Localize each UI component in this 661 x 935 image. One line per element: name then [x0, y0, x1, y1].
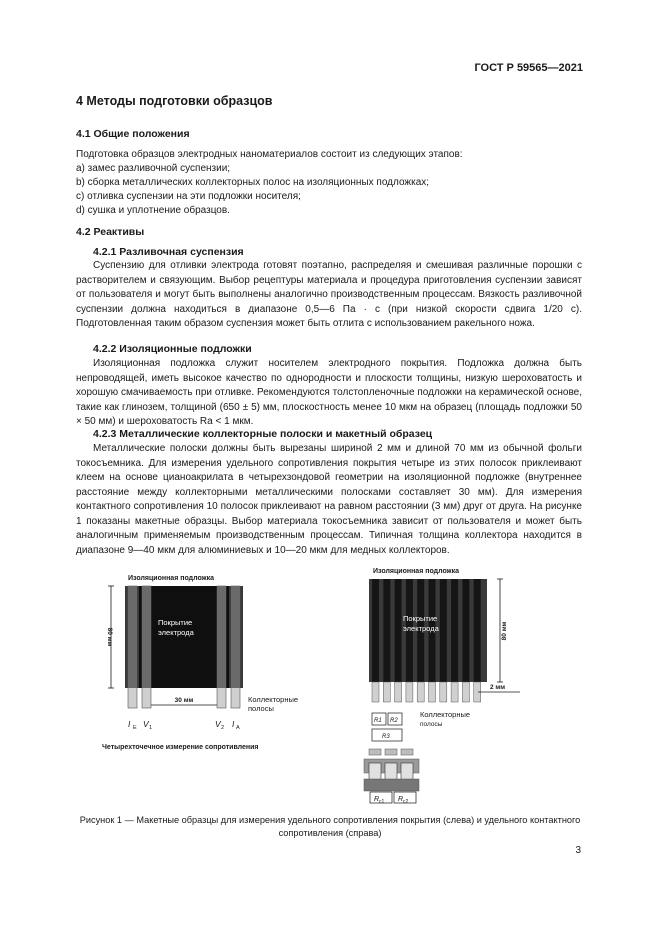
probe-v1-sub: 1 — [149, 725, 153, 731]
left-substrate-label: Изоляционная подложка — [128, 575, 214, 582]
right-collector-label-2: полосы — [420, 721, 443, 728]
collector-strip — [383, 579, 390, 682]
rc2-sub: c2 — [403, 799, 409, 805]
r1-label: R1 — [374, 718, 382, 724]
list-item: c) отливка суспензии на эти подложки носителя; — [76, 191, 301, 202]
paragraph-4-2-3: Металлические полоски должны быть вырезаны шириной 2 мм и длиной 70 мм из обычной фольги токосъемника. Для измерения удельного сопротивления покрытия четыре из этих полосок приклеивают клеем на основе цианоакрилата в четырехзондовой геометрии на изоляционной подложке (внутреннее расстояние между коллекторными металлическими полосками составляет 30 мм). Для измерения контактного сопротивления 10 полосок приклеивают на равном расстоянии (3 мм) друг от друга. На рисунке 1 показаны макетные образцы. Выбор материала токосъемника зависит от пользователя и может быть аналогичным применяемым производственным процессам. Типичная толщина коллектора находится в диапазоне 9—40 мкм для алюминиевых и 10—20 мкм для медных коллекторов. — [76, 443, 582, 556]
left-coating-label-1: Покрытие — [158, 618, 193, 627]
collector-strip-tip — [395, 682, 402, 702]
rc2-label: R — [398, 796, 404, 803]
rc1-label: R — [374, 796, 380, 803]
intro-text: Подготовка образцов электродных наноматериалов состоит из следующих этапов: — [76, 149, 463, 160]
right-substrate-label: Изоляционная подложка — [373, 568, 459, 575]
list-item: b) сборка металлических коллекторных полос на изоляционных подложках; — [76, 177, 430, 188]
collector-strip-tip — [440, 682, 447, 702]
right-coating-label-2: электрода — [403, 624, 439, 633]
probe-ie-label: I — [128, 719, 131, 729]
subsection-4-2-1-title: 4.2.1 Разливочная суспензия — [93, 246, 244, 258]
standard-header: ГОСТ Р 59565—2021 — [474, 62, 583, 74]
collector-strip — [451, 579, 458, 682]
right-collector-label-1: Коллекторные — [420, 710, 471, 719]
collector-strip-tip — [462, 682, 469, 702]
r3-label: R3 — [382, 734, 390, 740]
left-figure-caption: Четырехточечное измерение сопротивления — [102, 744, 259, 751]
rc1-sub: c1 — [379, 799, 385, 805]
page-number: 3 — [575, 845, 581, 856]
left-collector-label-2: полосы — [248, 704, 274, 713]
probe-ia-label: I — [232, 719, 235, 729]
figure-caption: Рисунок 1 — Макетные образцы для измерения удельного сопротивления покрытия (слева) и удельного контактного сопротивления (справа) — [79, 815, 581, 838]
right-height-label: 80 мм — [501, 621, 508, 641]
collector-strip-tip — [406, 682, 413, 702]
collector-strip-tip — [417, 682, 424, 702]
collector-strip-tip — [451, 682, 458, 702]
left-collector-label-1: Коллекторные — [248, 695, 299, 704]
right-width-label: 2 мм — [490, 684, 506, 691]
subsection-4-2-2-title: 4.2.2 Изоляционные подложки — [93, 343, 252, 355]
section-title: 4 Методы подготовки образцов — [76, 94, 273, 108]
left-coating-label-2: электрода — [158, 628, 194, 637]
probe-v2-label: V — [215, 719, 221, 729]
probe-ia-sub: A — [236, 725, 240, 731]
collector-strip — [372, 579, 379, 682]
left-coating — [139, 586, 229, 688]
probe-ie-sub: E — [133, 725, 137, 731]
probe-v1-label: V — [143, 719, 149, 729]
collector-strip-tip — [383, 682, 390, 702]
left-gap-label: 30 мм — [174, 697, 194, 704]
collector-strip — [440, 579, 447, 682]
r2-label: R2 — [390, 718, 398, 724]
collector-strip — [462, 579, 469, 682]
collector-strip-tip — [429, 682, 436, 702]
collector-strip-tip — [372, 682, 379, 702]
list-item: a) замес разливочной суспензии; — [76, 163, 231, 174]
left-height-label: 80 мм — [106, 627, 113, 647]
paragraph-4-2-2: Изоляционная подложка служит носителем электродного покрытия. Подложка должна быть непроводящей, иметь высокое качество по однородности и плоскости толщины, низкую шероховатость и хорошую смачиваемость при отливке. Рекомендуются толстопленочные подложки на керамической основе, такие как глинозем, толщиной (650 ± 5) мм, плоскостность менее 10 мкм на образец (площадь подложки 50 × 50 мм) и шероховатость Ra < 1 мкм. — [76, 358, 582, 427]
subsection-4-2-title: 4.2 Реактивы — [76, 226, 145, 238]
subsection-4-1-title: 4.1 Общие положения — [76, 128, 190, 140]
figure-1 — [60, 565, 600, 810]
paragraph-4-2-1: Суспензию для отливки электрода готовят поэтапно, распределяя и смешивая различные порошки с растворителем и связующим. Выбор рецептуры материала и процедура приготовления суспензии зависят от пользователя и могут быть выполнены аналогично производственным процессам. Вязкость разливочной суспензии должна находиться в диапазоне 0,5—6 Па · с (при низкой скорости сдвига 1/20 с). Подготовленная таким образом суспензия может быть отлита с использованием ракельного ножа. — [76, 260, 582, 329]
subsection-4-2-3-title: 4.2.3 Металлические коллекторные полоски и макетный образец — [93, 428, 433, 440]
collector-strip — [474, 579, 481, 682]
collector-strip — [395, 579, 402, 682]
probe-v2-sub: 2 — [221, 725, 225, 731]
right-coating-label-1: Покрытие — [403, 614, 438, 623]
list-item: d) сушка и уплотнение образцов. — [76, 205, 230, 216]
